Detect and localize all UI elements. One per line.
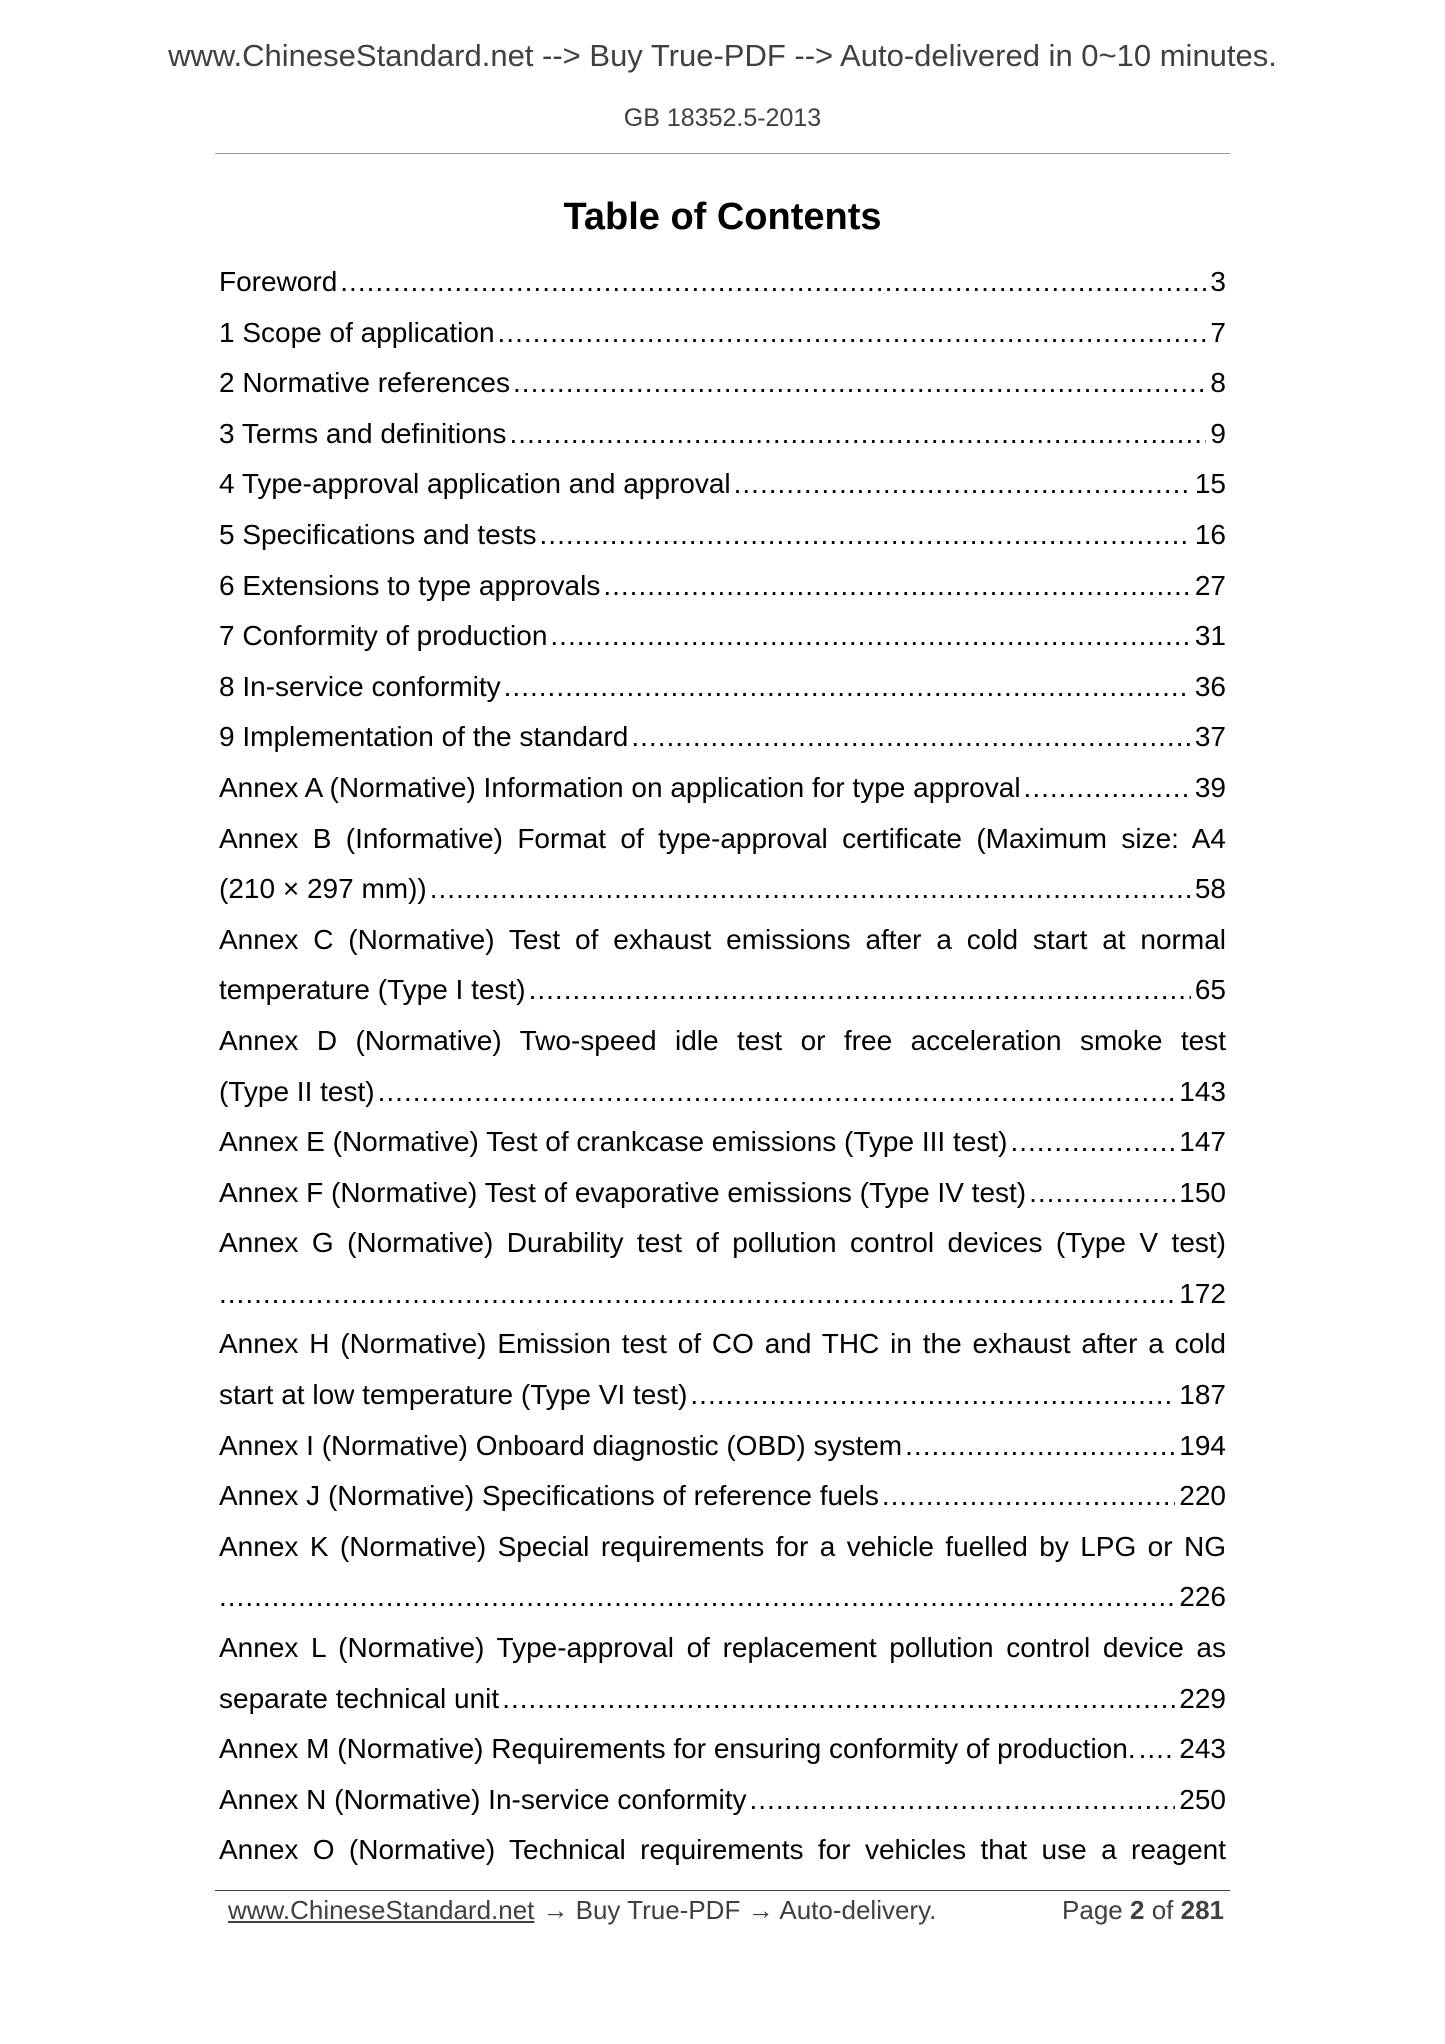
dot-leader bbox=[1010, 1117, 1175, 1168]
dot-leader bbox=[219, 1572, 1175, 1623]
toc-entry[interactable] bbox=[219, 814, 1226, 915]
toc-entry-text: Annex C (Normative) Test of exhaust emissions after a cold start at normal bbox=[219, 923, 1226, 955]
toc-entry[interactable] bbox=[219, 358, 1226, 409]
page-footer bbox=[228, 1895, 1226, 1926]
toc-entry[interactable] bbox=[219, 1168, 1226, 1219]
toc-entry-text: Annex H (Normative) Emission test of CO and THC in the exhaust after a cold bbox=[219, 1328, 1226, 1360]
toc-entry-text: Annex E (Normative) Test of crankcase emissions (Type III test) bbox=[219, 1126, 1008, 1158]
toc-entry[interactable] bbox=[219, 611, 1226, 662]
toc-page-number: 172 bbox=[1179, 1277, 1226, 1309]
page-of-label: of bbox=[1151, 1895, 1174, 1925]
toc-page-number: 147 bbox=[1179, 1126, 1226, 1158]
dot-leader bbox=[498, 308, 1207, 359]
toc-page-number: 58 bbox=[1194, 873, 1226, 905]
toc-entry[interactable] bbox=[219, 1623, 1226, 1724]
toc-entry[interactable] bbox=[219, 915, 1226, 1016]
toc-entry-text: Annex A (Normative) Information on application for type approval bbox=[219, 771, 1021, 803]
toc-entry[interactable] bbox=[219, 257, 1226, 308]
toc-entry[interactable] bbox=[219, 459, 1226, 510]
dot-leader bbox=[1024, 763, 1191, 814]
toc-entry[interactable] bbox=[219, 561, 1226, 612]
toc-entry-text: Annex O (Normative) Technical requirements for vehicles that use a reagent bbox=[219, 1834, 1226, 1866]
toc-entry[interactable] bbox=[219, 1016, 1226, 1117]
page-current: 2 bbox=[1129, 1895, 1145, 1925]
toc-entry[interactable] bbox=[219, 712, 1226, 763]
toc-entry[interactable] bbox=[219, 1522, 1226, 1623]
page-label: Page bbox=[1062, 1895, 1123, 1925]
dot-leader bbox=[1029, 1168, 1175, 1219]
footer-tagline: → Buy True-PDF → Auto-delivery. bbox=[542, 1895, 937, 1925]
footer-divider bbox=[215, 1890, 1230, 1891]
dot-leader bbox=[540, 510, 1191, 561]
dot-leader bbox=[340, 257, 1206, 308]
toc-entry-text: separate technical unit bbox=[219, 1682, 500, 1714]
toc-page-number: 250 bbox=[1179, 1783, 1226, 1815]
toc-entry-text: Annex I (Normative) Onboard diagnostic (OBD) system bbox=[219, 1429, 903, 1461]
header-divider bbox=[215, 153, 1230, 154]
toc-entry-text: start at low temperature (Type VI test) bbox=[219, 1379, 688, 1411]
dot-leader bbox=[513, 358, 1206, 409]
toc-page-number: 16 bbox=[1194, 518, 1226, 550]
toc-page-number: 9 bbox=[1210, 417, 1226, 449]
toc-page-number: 31 bbox=[1194, 620, 1226, 652]
toc-entry-text: Annex L (Normative) Type-approval of replacement pollution control device as bbox=[219, 1632, 1226, 1664]
toc-entry-text: temperature (Type I test) bbox=[219, 974, 526, 1006]
toc-page-number: 3 bbox=[1210, 266, 1226, 297]
toc-entry-text: 1 Scope of application bbox=[219, 316, 495, 348]
toc-page-number: 187 bbox=[1179, 1379, 1226, 1411]
dot-leader bbox=[550, 611, 1190, 662]
dot-leader bbox=[734, 459, 1191, 510]
footer-website-link[interactable]: www.ChineseStandard.net bbox=[228, 1895, 535, 1925]
toc-entry-text: Annex B (Informative) Format of type-approval certificate (Maximum size: A4 bbox=[219, 822, 1226, 854]
toc-entry[interactable] bbox=[219, 1471, 1226, 1522]
toc-page-number: 194 bbox=[1179, 1429, 1226, 1461]
toc-entry[interactable] bbox=[219, 409, 1226, 460]
toc-entry-text: Annex D (Normative) Two-speed idle test or free acceleration smoke test bbox=[219, 1024, 1226, 1056]
dot-leader bbox=[1139, 1724, 1176, 1775]
page-total: 281 bbox=[1180, 1895, 1224, 1925]
toc-page-number: 8 bbox=[1210, 367, 1226, 399]
dot-leader bbox=[529, 965, 1191, 1016]
toc-entry[interactable] bbox=[219, 1117, 1226, 1168]
toc-entry-text: Annex F (Normative) Test of evaporative emissions (Type IV test) bbox=[219, 1176, 1027, 1208]
toc-entry-text: 9 Implementation of the standard bbox=[219, 721, 629, 753]
toc-page-number: 7 bbox=[1210, 316, 1226, 348]
toc-page-number: 150 bbox=[1179, 1176, 1226, 1208]
page-title: Table of Contents bbox=[563, 196, 882, 238]
dot-leader bbox=[378, 1067, 1176, 1118]
toc-page-number: 226 bbox=[1179, 1581, 1226, 1613]
toc-entry-text: 3 Terms and definitions bbox=[219, 417, 507, 449]
toc-entry-text: Annex J (Normative) Specifications of reference fuels bbox=[219, 1480, 879, 1512]
toc-entry-text: 2 Normative references bbox=[219, 367, 511, 399]
toc-entry-text: Annex G (Normative) Durability test of pollution control devices (Type V test) bbox=[219, 1227, 1226, 1259]
toc-page-number: 39 bbox=[1194, 771, 1226, 803]
toc-entry-text: Foreword bbox=[219, 266, 338, 297]
toc-entry-text: Annex N (Normative) In-service conformity bbox=[219, 1783, 747, 1815]
toc-entry[interactable] bbox=[219, 510, 1226, 561]
toc-entry-text: (210 × 297 mm)) bbox=[219, 873, 427, 905]
toc-entry-text: 5 Specifications and tests bbox=[219, 518, 537, 550]
toc-entry[interactable] bbox=[219, 1218, 1226, 1319]
toc-entry[interactable] bbox=[219, 1825, 1226, 1876]
dot-leader bbox=[905, 1421, 1175, 1472]
toc-entry[interactable] bbox=[219, 308, 1226, 359]
toc-page-number: 36 bbox=[1194, 670, 1226, 702]
toc-page-number: 220 bbox=[1179, 1480, 1226, 1512]
toc-entry-text: 7 Conformity of production bbox=[219, 620, 548, 652]
dot-leader bbox=[219, 1269, 1175, 1320]
dot-leader bbox=[690, 1370, 1175, 1421]
toc-entry-text: Annex M (Normative) Requirements for ensuring conformity of production. bbox=[219, 1733, 1136, 1765]
toc-entry[interactable] bbox=[219, 763, 1226, 814]
top-banner: www.ChineseStandard.net --> Buy True-PDF --> Auto-delivered in 0~10 minutes. bbox=[168, 38, 1277, 73]
dot-leader bbox=[504, 662, 1191, 713]
toc-page-number: 143 bbox=[1179, 1075, 1226, 1107]
toc-entry[interactable] bbox=[219, 662, 1226, 713]
toc-entry-text: (Type II test) bbox=[219, 1075, 375, 1107]
toc-entry[interactable] bbox=[219, 1421, 1226, 1472]
document-code: GB 18352.5-2013 bbox=[623, 104, 822, 132]
dot-leader bbox=[882, 1471, 1175, 1522]
dot-leader bbox=[749, 1775, 1175, 1826]
toc-page-number: 15 bbox=[1194, 468, 1226, 500]
toc-entry-text: 6 Extensions to type approvals bbox=[219, 569, 601, 601]
toc-page-number: 27 bbox=[1194, 569, 1226, 601]
toc-entry[interactable] bbox=[219, 1775, 1226, 1826]
toc-entry-text: 4 Type-approval application and approval bbox=[219, 468, 731, 500]
toc-entry[interactable] bbox=[219, 1319, 1226, 1420]
toc-entry-text: 8 In-service conformity bbox=[219, 670, 501, 702]
page-indicator bbox=[1062, 1895, 1224, 1926]
dot-leader bbox=[502, 1674, 1175, 1725]
toc-entry-text: Annex K (Normative) Special requirements for a vehicle fuelled by LPG or NG bbox=[219, 1530, 1226, 1562]
dot-leader bbox=[430, 864, 1191, 915]
toc-page-number: 243 bbox=[1179, 1733, 1226, 1765]
toc-page-number: 65 bbox=[1194, 974, 1226, 1006]
toc-page-number: 229 bbox=[1179, 1682, 1226, 1714]
dot-leader bbox=[603, 561, 1191, 612]
table-of-contents bbox=[219, 257, 1226, 1876]
dot-leader bbox=[509, 409, 1206, 460]
toc-entry[interactable] bbox=[219, 1724, 1226, 1775]
toc-page-number: 37 bbox=[1194, 721, 1226, 753]
dot-leader bbox=[631, 712, 1190, 763]
